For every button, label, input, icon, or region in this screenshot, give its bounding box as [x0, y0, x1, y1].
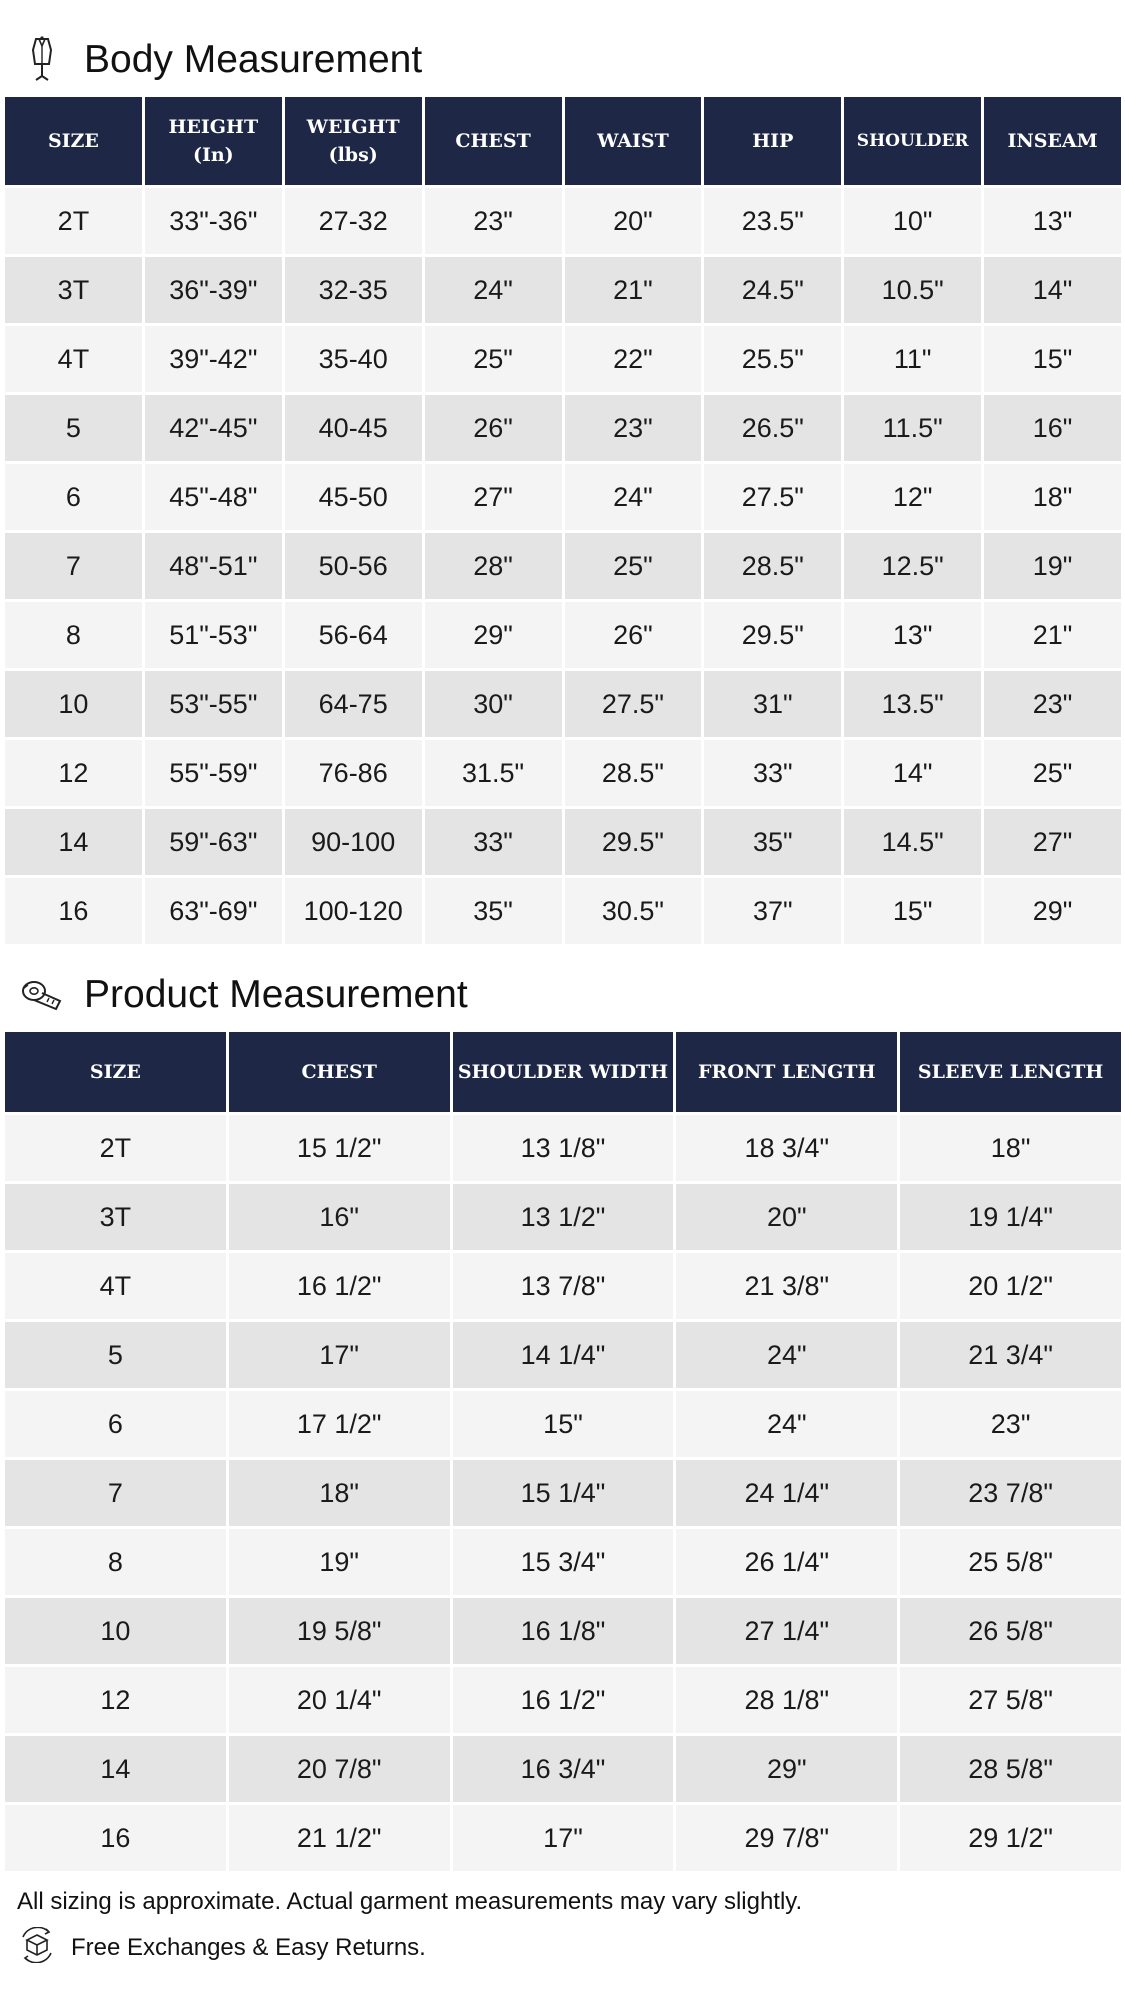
- column-header: WAIST: [565, 97, 702, 185]
- measurement-cell: 26": [425, 392, 562, 461]
- size-cell: 6: [5, 1388, 226, 1457]
- column-header: CHEST: [425, 97, 562, 185]
- measurement-cell: 30.5": [565, 875, 702, 944]
- measurement-cell: 10.5": [844, 254, 981, 323]
- table-row: [5, 392, 1121, 461]
- measurement-cell: 18": [900, 1112, 1121, 1181]
- measurement-cell: 16 1/2": [453, 1664, 674, 1733]
- measurement-cell: 18": [984, 461, 1121, 530]
- size-cell: 4T: [5, 323, 142, 392]
- column-header: HIP: [704, 97, 841, 185]
- measurement-cell: 24.5": [704, 254, 841, 323]
- table-row: [5, 1526, 1121, 1595]
- column-header: FRONT LENGTH: [676, 1032, 897, 1112]
- size-cell: 6: [5, 461, 142, 530]
- table-row: [5, 599, 1121, 668]
- measurement-cell: 16 3/4": [453, 1733, 674, 1802]
- measurement-cell: 20 1/4": [229, 1664, 450, 1733]
- size-cell: 12: [5, 1664, 226, 1733]
- measurement-cell: 25.5": [704, 323, 841, 392]
- measurement-cell: 40-45: [285, 392, 422, 461]
- header-line: (lbs): [328, 144, 378, 166]
- measurement-cell: 14.5": [844, 806, 981, 875]
- measurement-cell: 25": [565, 530, 702, 599]
- column-header: SLEEVE LENGTH: [900, 1032, 1121, 1112]
- size-cell: 16: [5, 1802, 226, 1871]
- measurement-cell: 14 1/4": [453, 1319, 674, 1388]
- measurement-cell: 25": [425, 323, 562, 392]
- product-measurement-heading: [0, 960, 1125, 1030]
- measurement-cell: 21 1/2": [229, 1802, 450, 1871]
- measurement-cell: 33": [704, 737, 841, 806]
- measurement-cell: 22": [565, 323, 702, 392]
- measurement-cell: 27-32: [285, 185, 422, 254]
- size-cell: 12: [5, 737, 142, 806]
- size-cell: 14: [5, 1733, 226, 1802]
- measurement-cell: 50-56: [285, 530, 422, 599]
- measurement-cell: 45-50: [285, 461, 422, 530]
- measurement-cell: 20": [676, 1181, 897, 1250]
- measurement-cell: 29": [984, 875, 1121, 944]
- header-line: WEIGHT: [306, 116, 400, 138]
- measurement-cell: 31.5": [425, 737, 562, 806]
- body-measurement-table: [2, 97, 1124, 944]
- size-cell: 7: [5, 1457, 226, 1526]
- column-header: [285, 97, 422, 185]
- measurement-cell: 13.5": [844, 668, 981, 737]
- measurement-cell: 15 1/4": [453, 1457, 674, 1526]
- measurement-cell: 24": [565, 461, 702, 530]
- measurement-cell: 64-75: [285, 668, 422, 737]
- size-cell: 8: [5, 599, 142, 668]
- measurement-cell: 53"-55": [145, 668, 282, 737]
- measurement-cell: 76-86: [285, 737, 422, 806]
- size-cell: 3T: [5, 1181, 226, 1250]
- size-cell: 10: [5, 1595, 226, 1664]
- size-cell: 4T: [5, 1250, 226, 1319]
- measurement-cell: 19": [984, 530, 1121, 599]
- table-row: [5, 185, 1121, 254]
- size-cell: 7: [5, 530, 142, 599]
- measuring-tape-icon: [20, 970, 64, 1020]
- measurement-cell: 26 5/8": [900, 1595, 1121, 1664]
- table-row: [5, 530, 1121, 599]
- measurement-cell: 28": [425, 530, 562, 599]
- measurement-cell: 28.5": [565, 737, 702, 806]
- measurement-cell: 11.5": [844, 392, 981, 461]
- measurement-cell: 20 7/8": [229, 1733, 450, 1802]
- measurement-cell: 23.5": [704, 185, 841, 254]
- table-row: [5, 668, 1121, 737]
- measurement-cell: 14": [844, 737, 981, 806]
- table-row: [5, 1319, 1121, 1388]
- table-row: [5, 1112, 1121, 1181]
- measurement-cell: 26.5": [704, 392, 841, 461]
- measurement-cell: 27.5": [565, 668, 702, 737]
- measurement-cell: 48"-51": [145, 530, 282, 599]
- size-cell: 14: [5, 806, 142, 875]
- measurement-cell: 29 1/2": [900, 1802, 1121, 1871]
- measurement-cell: 30": [425, 668, 562, 737]
- measurement-cell: 12.5": [844, 530, 981, 599]
- measurement-cell: 11": [844, 323, 981, 392]
- measurement-cell: 21": [984, 599, 1121, 668]
- measurement-cell: 21": [565, 254, 702, 323]
- measurement-cell: 37": [704, 875, 841, 944]
- measurement-cell: 28.5": [704, 530, 841, 599]
- measurement-cell: 56-64: [285, 599, 422, 668]
- measurement-cell: 29 7/8": [676, 1802, 897, 1871]
- measurement-cell: 25": [984, 737, 1121, 806]
- measurement-cell: 13 7/8": [453, 1250, 674, 1319]
- measurement-cell: 45"-48": [145, 461, 282, 530]
- measurement-cell: 16 1/2": [229, 1250, 450, 1319]
- size-cell: 2T: [5, 185, 142, 254]
- table-row: [5, 1802, 1121, 1871]
- measurement-cell: 27": [425, 461, 562, 530]
- measurement-cell: 33"-36": [145, 185, 282, 254]
- header-line: (In): [192, 144, 234, 166]
- table-row: [5, 1457, 1121, 1526]
- measurement-cell: 55"-59": [145, 737, 282, 806]
- measurement-cell: 29.5": [565, 806, 702, 875]
- measurement-cell: 21 3/8": [676, 1250, 897, 1319]
- table-row: [5, 806, 1121, 875]
- measurement-cell: 24": [676, 1319, 897, 1388]
- measurement-cell: 35": [704, 806, 841, 875]
- measurement-cell: 28 5/8": [900, 1733, 1121, 1802]
- measurement-cell: 32-35: [285, 254, 422, 323]
- table-row: [5, 323, 1121, 392]
- measurement-cell: 31": [704, 668, 841, 737]
- column-header: SHOULDER WIDTH: [453, 1032, 674, 1112]
- body-table-header-row: [5, 97, 1121, 185]
- measurement-cell: 13 1/2": [453, 1181, 674, 1250]
- measurement-cell: 59"-63": [145, 806, 282, 875]
- measurement-cell: 15": [453, 1388, 674, 1457]
- measurement-cell: 13": [984, 185, 1121, 254]
- measurement-cell: 27 1/4": [676, 1595, 897, 1664]
- column-header: SHOULDER: [844, 97, 981, 185]
- measurement-cell: 33": [425, 806, 562, 875]
- table-row: [5, 1388, 1121, 1457]
- table-row: [5, 1733, 1121, 1802]
- measurement-cell: 26": [565, 599, 702, 668]
- measurement-cell: 20": [565, 185, 702, 254]
- table-row: [5, 1595, 1121, 1664]
- header-line: HEIGHT: [168, 116, 259, 138]
- table-row: [5, 254, 1121, 323]
- measurement-cell: 16 1/8": [453, 1595, 674, 1664]
- size-cell: 3T: [5, 254, 142, 323]
- product-table-header-row: [5, 1032, 1121, 1112]
- measurement-cell: 17": [453, 1802, 674, 1871]
- measurement-cell: 23": [900, 1388, 1121, 1457]
- measurement-cell: 27 5/8": [900, 1664, 1121, 1733]
- table-row: [5, 1664, 1121, 1733]
- size-cell: 5: [5, 1319, 226, 1388]
- box-return-icon: [17, 1927, 57, 1968]
- table-row: [5, 1250, 1121, 1319]
- measurement-cell: 100-120: [285, 875, 422, 944]
- measurement-cell: 29.5": [704, 599, 841, 668]
- measurement-cell: 21 3/4": [900, 1319, 1121, 1388]
- measurement-cell: 18": [229, 1457, 450, 1526]
- product-measurement-table: [2, 1032, 1124, 1871]
- measurement-cell: 28 1/8": [676, 1664, 897, 1733]
- measurement-cell: 16": [229, 1181, 450, 1250]
- measurement-cell: 23": [425, 185, 562, 254]
- measurement-cell: 15 3/4": [453, 1526, 674, 1595]
- body-measurement-title: Body Measurement: [84, 38, 423, 81]
- measurement-cell: 90-100: [285, 806, 422, 875]
- measurement-cell: 15 1/2": [229, 1112, 450, 1181]
- measurement-cell: 17": [229, 1319, 450, 1388]
- measurement-cell: 19 1/4": [900, 1181, 1121, 1250]
- table-row: [5, 461, 1121, 530]
- measurement-cell: 24": [425, 254, 562, 323]
- measurement-cell: 39"-42": [145, 323, 282, 392]
- measurement-cell: 19": [229, 1526, 450, 1595]
- column-header: SIZE: [5, 97, 142, 185]
- measurement-cell: 27.5": [704, 461, 841, 530]
- measurement-cell: 12": [844, 461, 981, 530]
- measurement-cell: 29": [425, 599, 562, 668]
- measurement-cell: 13": [844, 599, 981, 668]
- measurement-cell: 17 1/2": [229, 1388, 450, 1457]
- measurement-cell: 29": [676, 1733, 897, 1802]
- measurement-cell: 25 5/8": [900, 1526, 1121, 1595]
- table-row: [5, 875, 1121, 944]
- size-cell: 10: [5, 668, 142, 737]
- measurement-cell: 63"-69": [145, 875, 282, 944]
- measurement-cell: 18 3/4": [676, 1112, 897, 1181]
- column-header: CHEST: [229, 1032, 450, 1112]
- measurement-cell: 42"-45": [145, 392, 282, 461]
- dress-form-icon: [20, 35, 64, 85]
- size-cell: 5: [5, 392, 142, 461]
- measurement-cell: 26 1/4": [676, 1526, 897, 1595]
- measurement-cell: 14": [984, 254, 1121, 323]
- measurement-cell: 27": [984, 806, 1121, 875]
- sizing-disclaimer: All sizing is approximate. Actual garment measurements may vary slightly.: [17, 1888, 803, 1915]
- measurement-cell: 20 1/2": [900, 1250, 1121, 1319]
- measurement-cell: 10": [844, 185, 981, 254]
- measurement-cell: 19 5/8": [229, 1595, 450, 1664]
- measurement-cell: 24": [676, 1388, 897, 1457]
- size-cell: 8: [5, 1526, 226, 1595]
- size-cell: 16: [5, 875, 142, 944]
- size-cell: 2T: [5, 1112, 226, 1181]
- measurement-cell: 13 1/8": [453, 1112, 674, 1181]
- product-measurement-title: Product Measurement: [84, 973, 468, 1016]
- exchange-label: Free Exchanges & Easy Returns.: [71, 1933, 426, 1961]
- column-header: [145, 97, 282, 185]
- measurement-cell: 23": [565, 392, 702, 461]
- table-row: [5, 737, 1121, 806]
- measurement-cell: 16": [984, 392, 1121, 461]
- measurement-cell: 15": [984, 323, 1121, 392]
- measurement-cell: 35": [425, 875, 562, 944]
- measurement-cell: 51"-53": [145, 599, 282, 668]
- exchange-notice: [17, 1927, 426, 1968]
- column-header: SIZE: [5, 1032, 226, 1112]
- measurement-cell: 24 1/4": [676, 1457, 897, 1526]
- measurement-cell: 23 7/8": [900, 1457, 1121, 1526]
- measurement-cell: 35-40: [285, 323, 422, 392]
- column-header: INSEAM: [984, 97, 1121, 185]
- measurement-cell: 36"-39": [145, 254, 282, 323]
- measurement-cell: 23": [984, 668, 1121, 737]
- measurement-cell: 15": [844, 875, 981, 944]
- body-measurement-heading: [0, 25, 1125, 95]
- table-row: [5, 1181, 1121, 1250]
